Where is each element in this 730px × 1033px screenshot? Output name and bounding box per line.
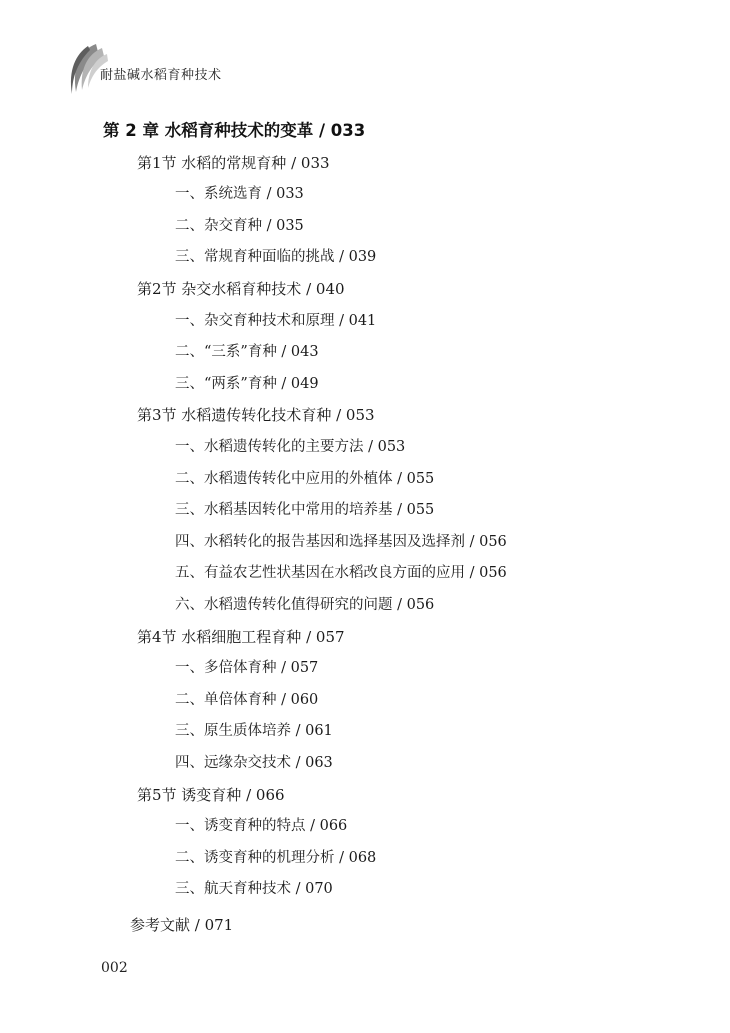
book-title: 耐盐碱水稻育种技术 <box>100 68 222 83</box>
toc-subsection: 四、远缘杂交技术 / 063 <box>175 755 333 771</box>
toc-subsection: 一、多倍体育种 / 057 <box>175 660 319 677</box>
toc-subsection: 二、杂交育种 / 035 <box>175 217 304 234</box>
toc-subsection: 二、水稻遗传转化中应用的外植体 / 055 <box>175 470 435 487</box>
toc-section: 第1节 水稻的常规育种 / 033 <box>137 153 330 172</box>
toc-subsection: 五、有益农艺性状基因在水稻改良方面的应用 / 056 <box>175 565 507 582</box>
toc-references: 参考文献 / 071 <box>130 916 234 934</box>
toc-section: 第4节 水稻细胞工程育种 / 057 <box>137 627 345 646</box>
toc-subsection: 三、原生质体培养 / 061 <box>175 723 333 740</box>
toc-subsection: 一、水稻遗传转化的主要方法 / 053 <box>175 439 406 455</box>
toc-subsection: 六、水稻遗传转化值得研究的问题 / 056 <box>175 597 435 613</box>
toc-section: 第5节 诱变育种 / 066 <box>137 785 285 804</box>
toc-subsection: 二、单倍体育种 / 060 <box>175 691 319 708</box>
toc-subsection: 三、水稻基因转化中常用的培养基 / 055 <box>175 502 435 519</box>
toc-chapter: 第 2 章 水稻育种技术的变革 / 033 <box>103 121 366 140</box>
toc-section: 第2节 杂交水稻育种技术 / 040 <box>137 280 345 298</box>
toc-subsection: 二、诱变育种的机理分析 / 068 <box>175 849 377 866</box>
toc-subsection: 一、系统选育 / 033 <box>175 186 304 203</box>
toc-subsection: 二、“三系”育种 / 043 <box>175 344 319 361</box>
running-header <box>66 40 366 96</box>
toc-subsection: 一、杂交育种技术和原理 / 041 <box>175 312 377 329</box>
page-number: 002 <box>101 960 128 976</box>
toc-section: 第3节 水稻遗传转化技术育种 / 053 <box>137 406 375 425</box>
toc-subsection: 三、常规育种面临的挑战 / 039 <box>175 249 377 266</box>
toc-subsection: 三、航天育种技术 / 070 <box>175 881 333 898</box>
toc-subsection: 一、诱变育种的特点 / 066 <box>175 818 348 835</box>
toc-subsection: 三、“两系”育种 / 049 <box>175 375 319 392</box>
toc-subsection: 四、水稻转化的报告基因和选择基因及选择剂 / 056 <box>175 533 507 550</box>
